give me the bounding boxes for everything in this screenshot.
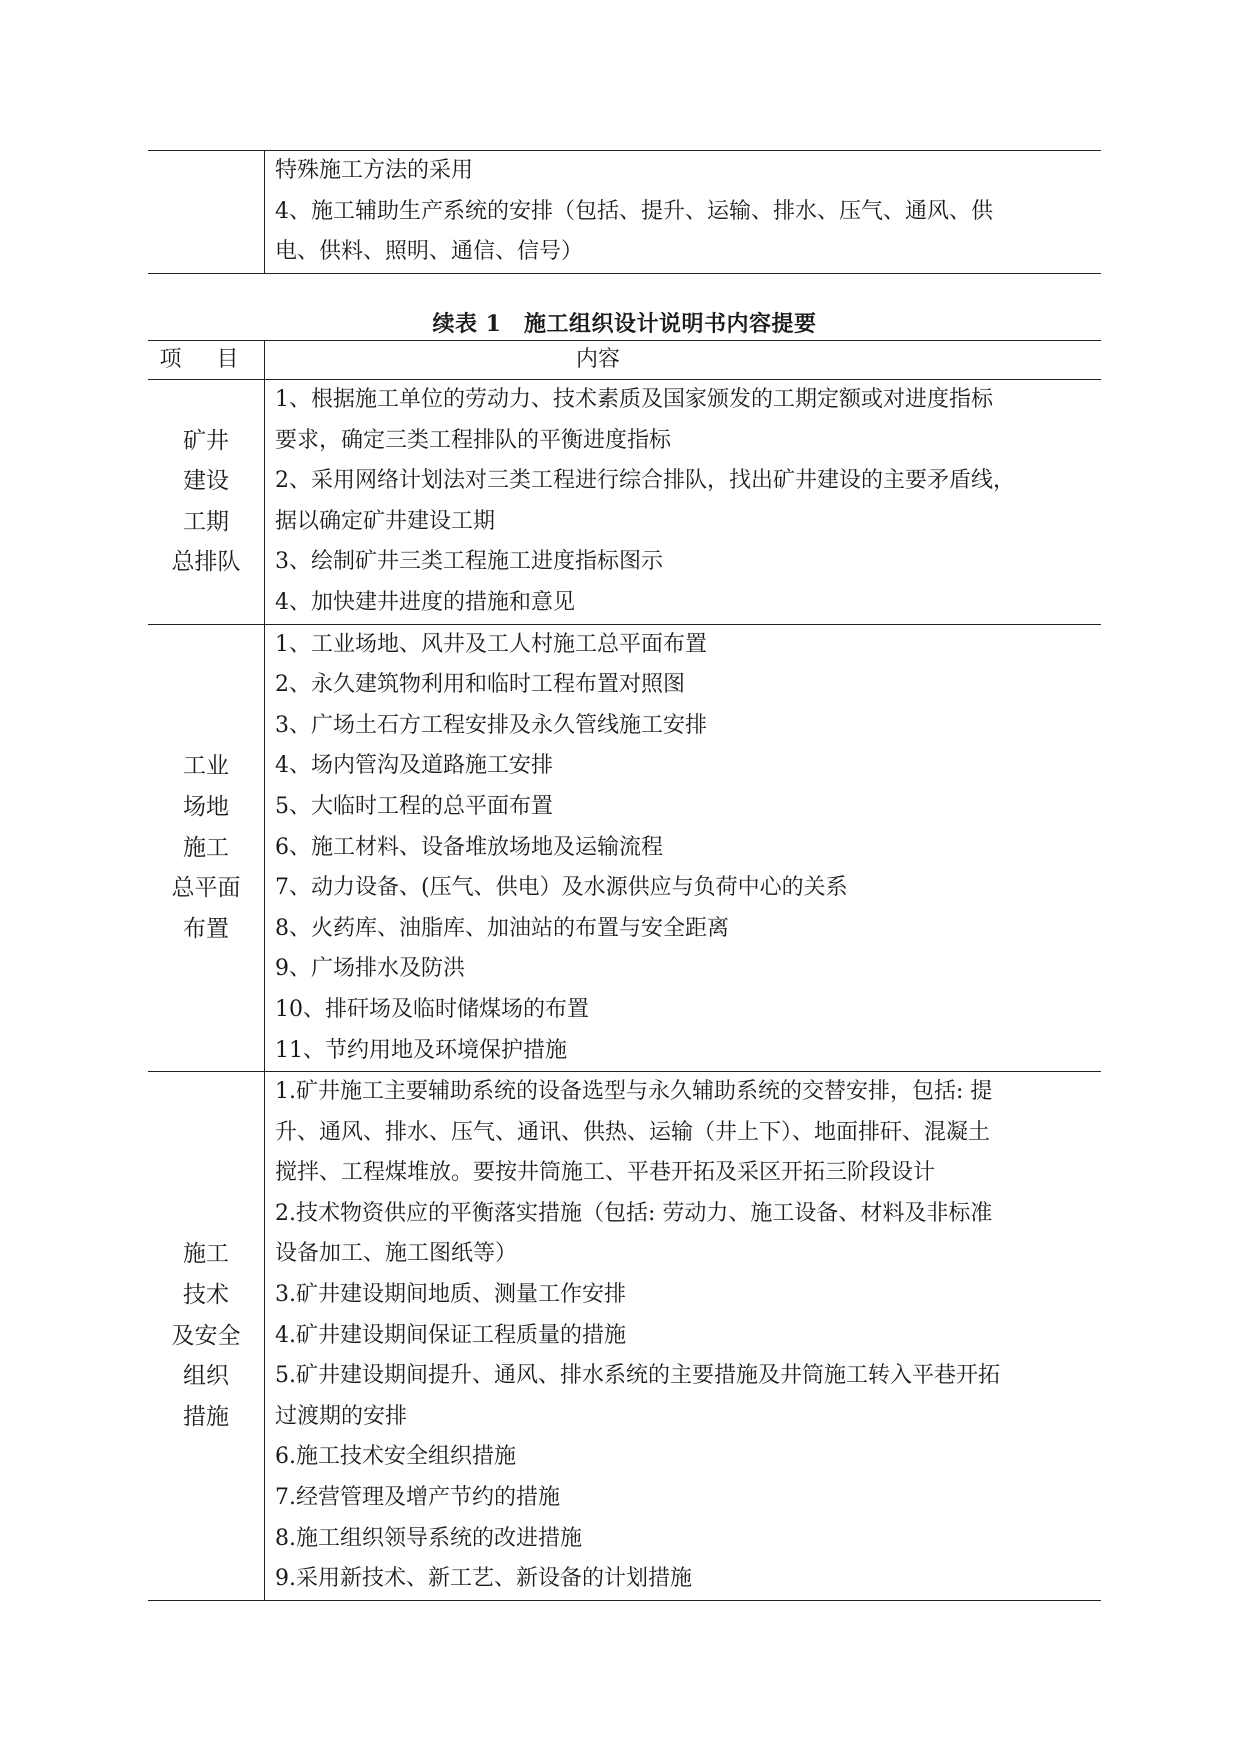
continuation-line: 4、施工辅助生产系统的安排（包括、提升、运输、排水、压气、通风、供 xyxy=(275,198,993,224)
continuation-line: 特殊施工方法的采用 xyxy=(275,158,474,183)
content-line: 6.施工技术安全组织措施 xyxy=(275,1444,516,1470)
row-label-line: 施工 xyxy=(183,834,229,861)
content-line: 要求，确定三类工程排队的平衡进度指标 xyxy=(275,427,672,453)
content-line: 8.施工组织领导系统的改进措施 xyxy=(275,1525,582,1551)
content-line: 过渡期的安排 xyxy=(275,1403,408,1429)
content-line: 搅拌、工程煤堆放。要按井筒施工、平巷开拓及采区开拓三阶段设计 xyxy=(275,1160,936,1186)
content-line: 2、永久建筑物利用和临时工程布置对照图 xyxy=(275,672,685,698)
table-row xyxy=(148,624,1101,1072)
content-line: 4、场内管沟及道路施工安排 xyxy=(275,753,553,779)
content-line: 10、排矸场及临时储煤场的布置 xyxy=(275,996,589,1022)
content-line: 3.矿井建设期间地质、测量工作安排 xyxy=(275,1282,626,1308)
row-label-line: 施工 xyxy=(183,1241,229,1268)
row-label-line: 总平面 xyxy=(171,875,241,902)
continuation-line: 电、供料、照明、通信、信号） xyxy=(275,239,584,265)
main-table xyxy=(148,340,1101,1601)
table-row xyxy=(148,380,1101,625)
row-label-line: 场地 xyxy=(183,793,229,820)
row-label-line: 总排队 xyxy=(171,549,241,576)
content-line: 11、节约用地及环境保护措施 xyxy=(275,1037,567,1063)
content-line: 1、根据施工单位的劳动力、技术素质及国家颁发的工期定额或对进度指标 xyxy=(275,387,993,412)
continuation-table xyxy=(148,150,1101,274)
row-label-line: 矿井 xyxy=(183,427,229,454)
content-line: 升、通风、排水、压气、通讯、供热、运输（井上下）、地面排矸、混凝土 xyxy=(275,1119,991,1145)
content-line: 5.矿井建设期间提升、通风、排水系统的主要措施及井筒施工转入平巷开拓 xyxy=(275,1363,1000,1389)
continuation-content-cell xyxy=(265,151,1102,274)
row-label-line: 建设 xyxy=(183,468,229,495)
row-label-cell xyxy=(148,380,265,625)
row-content-cell xyxy=(265,624,1102,1072)
row-label-line: 措施 xyxy=(183,1403,229,1430)
header-content-column: 内容 xyxy=(265,341,1102,380)
content-line: 4.矿井建设期间保证工程质量的措施 xyxy=(275,1322,626,1348)
row-content-cell xyxy=(265,380,1102,625)
row-label-line: 工业 xyxy=(183,753,229,780)
content-line: 9、广场排水及防洪 xyxy=(275,956,465,982)
table-caption: 续表 1 施工组织设计说明书内容提要 xyxy=(432,311,817,337)
content-line: 设备加工、施工图纸等） xyxy=(275,1241,518,1267)
content-line: 4、加快建井进度的措施和意见 xyxy=(275,589,575,615)
content-line: 1.矿井施工主要辅助系统的设备选型与永久辅助系统的交替安排，包括: 提 xyxy=(275,1079,993,1105)
content-line: 6、施工材料、设备堆放场地及运输流程 xyxy=(275,834,663,860)
table-row xyxy=(148,1072,1101,1601)
table-header-row xyxy=(148,341,1101,380)
row-content-cell xyxy=(265,1072,1102,1601)
header-item-column: 项 目 xyxy=(148,341,265,380)
content-line: 8、火药库、油脂库、加油站的布置与安全距离 xyxy=(275,915,729,941)
content-line: 5、大临时工程的总平面布置 xyxy=(275,793,553,819)
row-label-line: 及安全 xyxy=(171,1322,241,1349)
content-line: 7、动力设备、(压气、供电）及水源供应与负荷中心的关系 xyxy=(275,875,848,901)
content-line: 3、绘制矿井三类工程施工进度指标图示 xyxy=(275,549,663,575)
content-line: 2、采用网络计划法对三类工程进行综合排队，找出矿井建设的主要矛盾线， xyxy=(275,468,1015,494)
content-line: 9.采用新技术、新工艺、新设备的计划措施 xyxy=(275,1566,692,1592)
row-label-line: 组织 xyxy=(183,1363,229,1390)
continuation-label-cell xyxy=(148,151,265,274)
content-line: 据以确定矿井建设工期 xyxy=(275,508,496,534)
content-line: 3、广场土石方工程安排及永久管线施工安排 xyxy=(275,712,707,738)
row-label-line: 工期 xyxy=(183,508,229,535)
content-line: 7.经营管理及增产节约的措施 xyxy=(275,1485,560,1511)
content-line: 2.技术物资供应的平衡落实措施（包括: 劳动力、施工设备、材料及非标准 xyxy=(275,1200,993,1226)
row-label-cell xyxy=(148,624,265,1072)
row-label-cell xyxy=(148,1072,265,1601)
content-line: 1、工业场地、风井及工人村施工总平面布置 xyxy=(275,631,707,657)
row-label-line: 技术 xyxy=(183,1282,229,1309)
row-label-line: 布置 xyxy=(183,915,229,942)
